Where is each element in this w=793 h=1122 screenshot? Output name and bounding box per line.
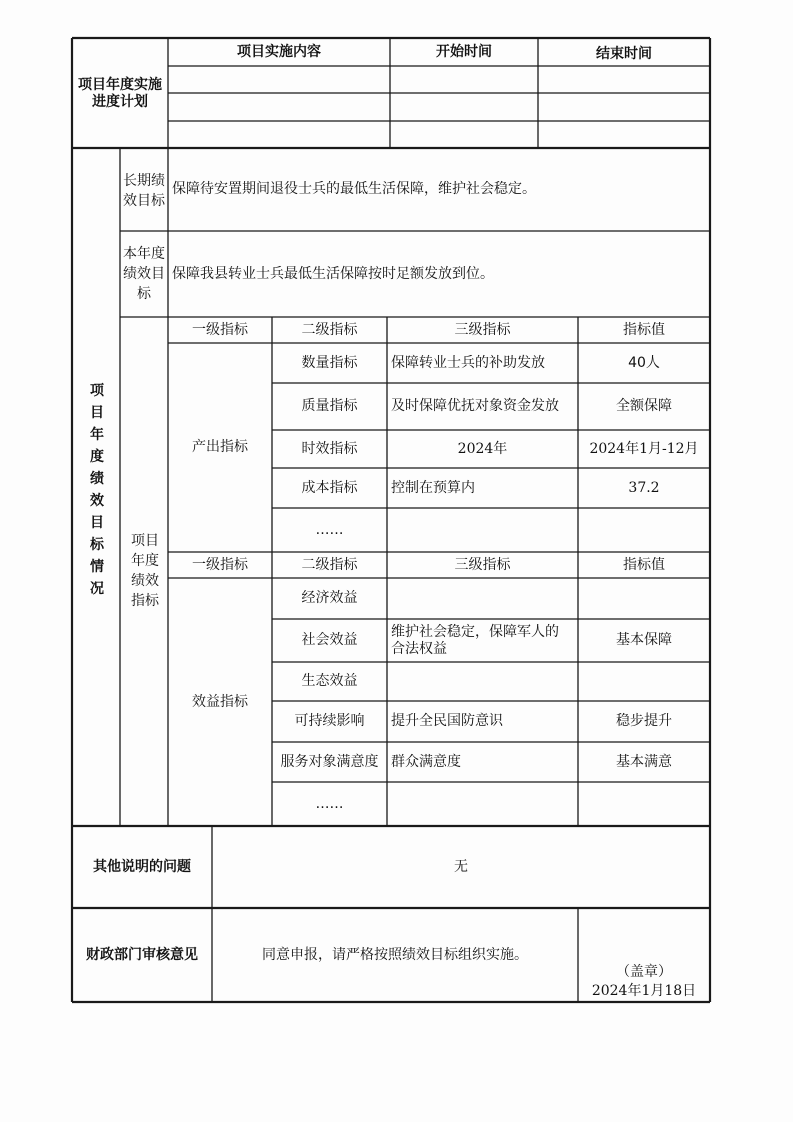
schedule-col-start: 开始时间 xyxy=(436,43,492,60)
output-value: 40人 xyxy=(628,354,660,371)
benefit-value xyxy=(578,782,710,826)
output-level2-ellipsis: …… xyxy=(315,521,344,538)
output-level3 xyxy=(387,508,578,552)
output-level2: 质量指标 xyxy=(301,398,358,414)
benefit-indicator-label: 效益指标 xyxy=(192,693,248,710)
benefit-level2: 生态效益 xyxy=(301,673,358,689)
schedule-row-label: 项目年度实施进度计划 xyxy=(78,77,162,110)
header-level3: 三级指标 xyxy=(454,321,511,338)
seal-label: （盖章） xyxy=(616,963,672,980)
header-value: 指标值 xyxy=(623,556,665,573)
output-level3: 2024年 xyxy=(457,440,508,457)
benefit-level3: 提升全民国防意识 xyxy=(391,713,503,729)
header-level1: 一级指标 xyxy=(192,556,248,573)
benefit-level3 xyxy=(387,578,578,619)
long-term-goal-label: 长期绩效目标 xyxy=(123,173,165,209)
header-level2: 二级指标 xyxy=(301,321,358,338)
benefit-level2: 可持续影响 xyxy=(294,713,365,729)
header-value: 指标值 xyxy=(623,321,665,338)
benefit-level2: 经济效益 xyxy=(301,590,358,606)
annual-goal-label: 本年度绩效目标 xyxy=(123,246,165,302)
benefit-value: 基本保障 xyxy=(616,632,672,648)
other-issues-label: 其他说明的问题 xyxy=(93,858,191,875)
benefit-level3: 维护社会稳定，保障军人的合法权益 xyxy=(391,623,559,657)
annual-goal-text: 保障我县转业士兵最低生活保障按时足额发放到位。 xyxy=(172,265,494,282)
benefit-level2: 服务对象满意度 xyxy=(280,753,379,770)
output-value: 37.2 xyxy=(628,479,660,496)
finance-review-opinion: 同意申报，请严格按照绩效目标组织实施。 xyxy=(262,946,528,963)
finance-review-label: 财政部门审核意见 xyxy=(86,946,198,963)
benefit-level2-ellipsis: …… xyxy=(315,795,344,812)
output-indicator-label: 产出指标 xyxy=(192,439,248,455)
output-level3: 及时保障优抚对象资金发放 xyxy=(391,398,559,414)
header-level1: 一级指标 xyxy=(192,321,248,338)
benefit-level3 xyxy=(387,782,578,826)
benefit-level3 xyxy=(387,662,578,701)
output-value xyxy=(578,508,710,552)
output-level2: 时效指标 xyxy=(301,440,358,457)
output-level3: 保障转业士兵的补助发放 xyxy=(391,354,545,371)
schedule-col-end: 结束时间 xyxy=(596,45,652,62)
other-issues-text: 无 xyxy=(454,858,468,875)
output-value: 全额保障 xyxy=(616,398,672,414)
output-level3: 控制在预算内 xyxy=(391,479,475,496)
output-level2: 数量指标 xyxy=(301,354,358,371)
header-level3: 三级指标 xyxy=(454,556,511,573)
benefit-value: 基本满意 xyxy=(616,753,672,770)
output-level2: 成本指标 xyxy=(301,479,358,496)
benefit-level3: 群众满意度 xyxy=(391,753,461,770)
benefit-value xyxy=(578,662,710,701)
review-date: 2024年1月18日 xyxy=(591,982,697,999)
header-level2: 二级指标 xyxy=(301,556,358,573)
benefit-value: 稳步提升 xyxy=(616,713,672,729)
long-term-goal-text: 保障待安置期间退役士兵的最低生活保障，维护社会稳定。 xyxy=(172,181,536,197)
goals-section-label: 项目年度绩效目标情况 xyxy=(90,383,104,597)
indicators-section-label: 项目年度绩效指标 xyxy=(131,533,159,609)
schedule-col-content: 项目实施内容 xyxy=(237,43,321,60)
benefit-level2: 社会效益 xyxy=(301,632,358,648)
output-value: 2024年1月-12月 xyxy=(589,440,699,457)
benefit-value xyxy=(578,578,710,619)
